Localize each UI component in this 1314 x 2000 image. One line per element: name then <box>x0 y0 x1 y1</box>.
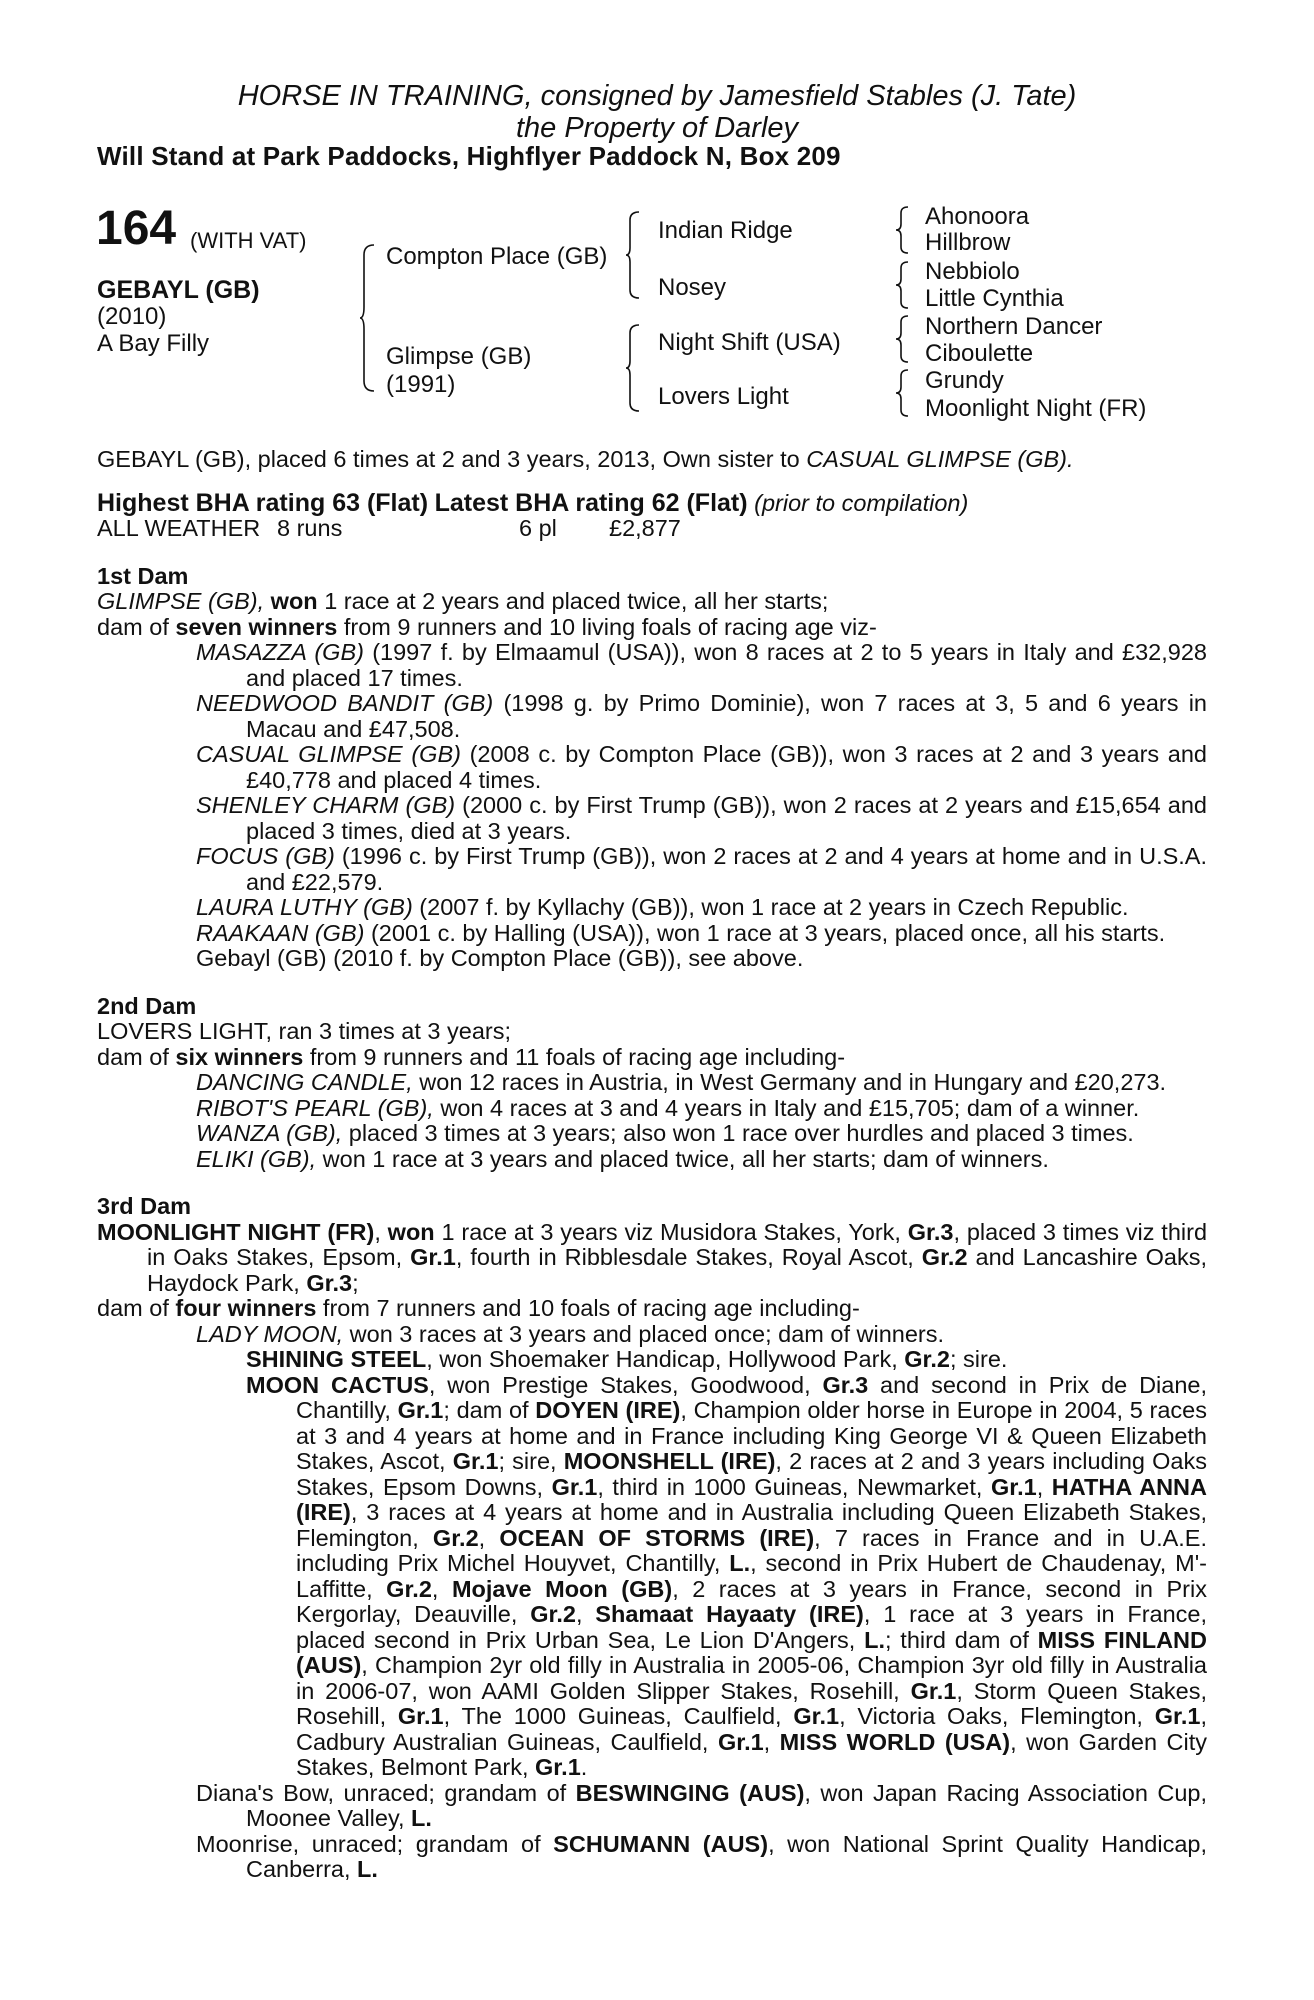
pedigree-ssd: Hillbrow <box>925 229 1011 256</box>
rating-note: (prior to compilation) <box>754 489 969 516</box>
dam1-dam-of: dam of seven winners from 9 runners and 10 living foals of racing age viz- <box>97 613 877 640</box>
pedigree-sdd: Little Cynthia <box>925 285 1064 312</box>
dam3-produce-lady-moon: LADY MOON, won 3 races at 3 years and placed once; dam of winners. <box>196 1320 945 1347</box>
dam3-shining-steel: SHINING STEEL, won Shoemaker Handicap, Hollywood Park, Gr.2; sire. <box>246 1346 1008 1372</box>
rating-line <box>97 488 1207 517</box>
all-weather-record <box>97 516 1207 542</box>
pedigree-dam: Glimpse (GB) <box>386 343 532 370</box>
pedigree-dam-year: (1991) <box>386 371 456 398</box>
rating-highest: Highest BHA rating 63 (Flat) <box>97 488 429 517</box>
pedigree-dss: Northern Dancer <box>925 313 1103 340</box>
pedigree-dam-dam: Lovers Light <box>658 383 789 410</box>
dam3-heading: 3rd Dam <box>97 1193 192 1219</box>
dam3-moonrise: Moonrise, unraced; grandam of SCHUMANN (AUS), won National Sprint Quality Handicap, Canberra, L. <box>196 1830 1207 1882</box>
pedigree-ddd: Moonlight Night (FR) <box>925 395 1147 422</box>
dam2-produce: RIBOT'S PEARL (GB), won 4 races at 3 and 4 years in Italy and £15,705; dam of a winner. <box>196 1094 1140 1121</box>
aw-label: ALL WEATHER <box>97 515 261 541</box>
horse-year: (2010) <box>97 303 167 330</box>
rating-latest: Latest BHA rating 62 (Flat) <box>434 488 748 517</box>
pedigree-sds: Nebbiolo <box>925 258 1020 285</box>
dam1-produce: CASUAL GLIMPSE (GB) (2008 c. by Compton Place (GB)), won 3 races at 2 and 3 years and £40,778 and placed 4 times. <box>196 741 1207 793</box>
horse-name: GEBAYL (GB) <box>97 276 260 304</box>
dam1-heading: 1st Dam <box>97 562 189 589</box>
header-consignor: HORSE IN TRAINING, consigned by Jamesfield Stables (J. Tate) <box>237 80 1077 112</box>
pedigree-brace-dam <box>626 323 642 413</box>
summary-sister: CASUAL GLIMPSE (GB). <box>806 446 1074 472</box>
aw-placed: 6 pl <box>519 515 557 541</box>
dam1-produce: SHENLEY CHARM (GB) (2000 c. by First Trump (GB)), won 2 races at 2 years and £15,654 and placed 3 times, died at 3 years. <box>196 792 1207 844</box>
dam2-produce: WANZA (GB), placed 3 times at 3 years; also won 1 race over hurdles and placed 3 times. <box>196 1120 1134 1146</box>
dam1-produce: NEEDWOOD BANDIT (GB) (1998 g. by Primo Dominie), won 7 races at 3, 5 and 6 years in Macau and £47,508. <box>196 690 1207 742</box>
dam3-dianas-bow: Diana's Bow, unraced; grandam of BESWINGING (AUS), won Japan Racing Association Cup, Moonee Valley, L. <box>196 1779 1208 1831</box>
dam3-line: MOONLIGHT NIGHT (FR), won 1 race at 3 years viz Musidora Stakes, York, Gr.3, placed 3 times viz third in Oaks Stakes, Epsom, Gr.1, fourth in Ribblesdale Stakes, Royal Ascot, Gr.2 and Lancashire Oaks, Haydock Park, Gr.3; <box>97 1218 1208 1296</box>
lot-vat: (WITH VAT) <box>190 228 307 253</box>
dam1-produce: MASAZZA (GB) (1997 f. by Elmaamul (USA)), won 8 races at 2 to 5 years in Italy and £32,928 and placed 17 times. <box>196 639 1207 691</box>
dam2-produce: ELIKI (GB), won 1 race at 3 years and placed twice, all her starts; dam of winners. <box>196 1145 1049 1172</box>
dam1-produce: Gebayl (GB) (2010 f. by Compton Place (GB)), see above. <box>196 945 804 971</box>
dam1-produce: FOCUS (GB) (1996 c. by First Trump (GB)), won 2 races at 2 and 4 years at home and in U.S.A. and £22,579. <box>196 843 1207 895</box>
pedigree-sire: Compton Place (GB) <box>386 243 608 270</box>
aw-runs: 8 runs <box>277 515 343 541</box>
lot-number: 164 <box>96 202 177 255</box>
summary-line: GEBAYL (GB), placed 6 times at 2 and 3 years, 2013, Own sister to CASUAL GLIMPSE (GB). <box>97 446 1074 472</box>
header-property: the Property of Darley <box>515 112 799 144</box>
pedigree-brace-ds <box>896 314 910 364</box>
dam3-moon-cactus: MOON CACTUS, won Prestige Stakes, Goodwood, Gr.3 and second in Prix de Diane, Chantilly, Gr.1; dam of DOYEN (IRE), Champion older horse in Europe in 2004, 5 races at 3 and 4 years at home and in France including King George VI & Queen Elizabeth Stakes, Ascot, Gr.1; sire, MOONSHELL (IRE), 2 races at 2 and 3 years including Oaks Stakes, Epsom Downs, Gr.1, third in 1000 Guineas, Newmarket, Gr.1, HATHA ANNA (IRE), 3 races at 4 years at home and in Australia including Queen Elizabeth Stakes, Flemington, Gr.2, OCEAN OF STORMS (IRE), 7 races in France and in U.A.E. including Prix Michel Houyvet, Chantilly, L., second in Prix Hubert de Chaudenay, M'-Laffitte, Gr.2, Mojave Moon (GB), 2 races at 3 years in France, second in Prix Kergorlay, Deauville, Gr.2, Shamaat Hayaaty (IRE), 1 race at 3 years in France, placed second in Prix Urban Sea, Le Lion D'Angers, L.; third dam of MISS FINLAND (AUS), Champion 2yr old filly in Australia in 2005-06, Champion 3yr old filly in Australia in 2006-07, won AAMI Golden Slipper Stakes, Rosehill, Gr.1, Storm Queen Stakes, Rosehill, Gr.1, The 1000 Guineas, Caulfield, Gr.1, Victoria Oaks, Flemington, Gr.1, Cadbury Australian Guineas, Caulfield, Gr.1, MISS WORLD (USA), won Garden City Stakes, Belmont Park, Gr.1. <box>246 1371 1208 1780</box>
pedigree-brace-sd <box>896 260 910 310</box>
pedigree-dds: Grundy <box>925 367 1004 394</box>
dam2-produce: DANCING CANDLE, won 12 races in Austria, in West Germany and in Hungary and £20,273. <box>196 1069 1167 1095</box>
pedigree-sire-dam: Nosey <box>658 274 727 301</box>
dam2-heading: 2nd Dam <box>97 992 197 1019</box>
dam1-line: GLIMPSE (GB), won 1 race at 2 years and placed twice, all her starts; <box>97 588 829 614</box>
dam1-produce: RAAKAAN (GB) (2001 c. by Halling (USA)), won 1 race at 3 years, placed once, all his starts. <box>196 919 1166 946</box>
horse-description: A Bay Filly <box>97 330 210 357</box>
pedigree-sire-sire: Indian Ridge <box>658 217 793 244</box>
dam2-dam-of: dam of six winners from 9 runners and 11 foals of racing age including- <box>97 1043 846 1070</box>
pedigree-dsd: Ciboulette <box>925 340 1034 367</box>
pedigree-brace-sire <box>626 210 642 300</box>
catalogue-body <box>97 447 1207 1883</box>
pedigree-dam-sire: Night Shift (USA) <box>658 329 841 356</box>
pedigree-brace-ss <box>896 205 910 255</box>
aw-money: £2,877 <box>609 515 681 541</box>
dam1-produce: LAURA LUTHY (GB) (2007 f. by Kyllachy (GB)), won 1 race at 2 years in Czech Republic. <box>196 894 1129 920</box>
dam2-line: LOVERS LIGHT, ran 3 times at 3 years; <box>97 1018 512 1044</box>
pedigree-brace-dd <box>896 368 910 418</box>
pedigree-sss: Ahonoora <box>925 203 1030 230</box>
dam3-dam-of: dam of four winners from 7 runners and 10 foals of racing age including- <box>97 1295 860 1321</box>
pedigree-brace-main <box>360 243 378 393</box>
header-location: Will Stand at Park Paddocks, Highflyer Paddock N, Box 209 <box>97 141 841 171</box>
